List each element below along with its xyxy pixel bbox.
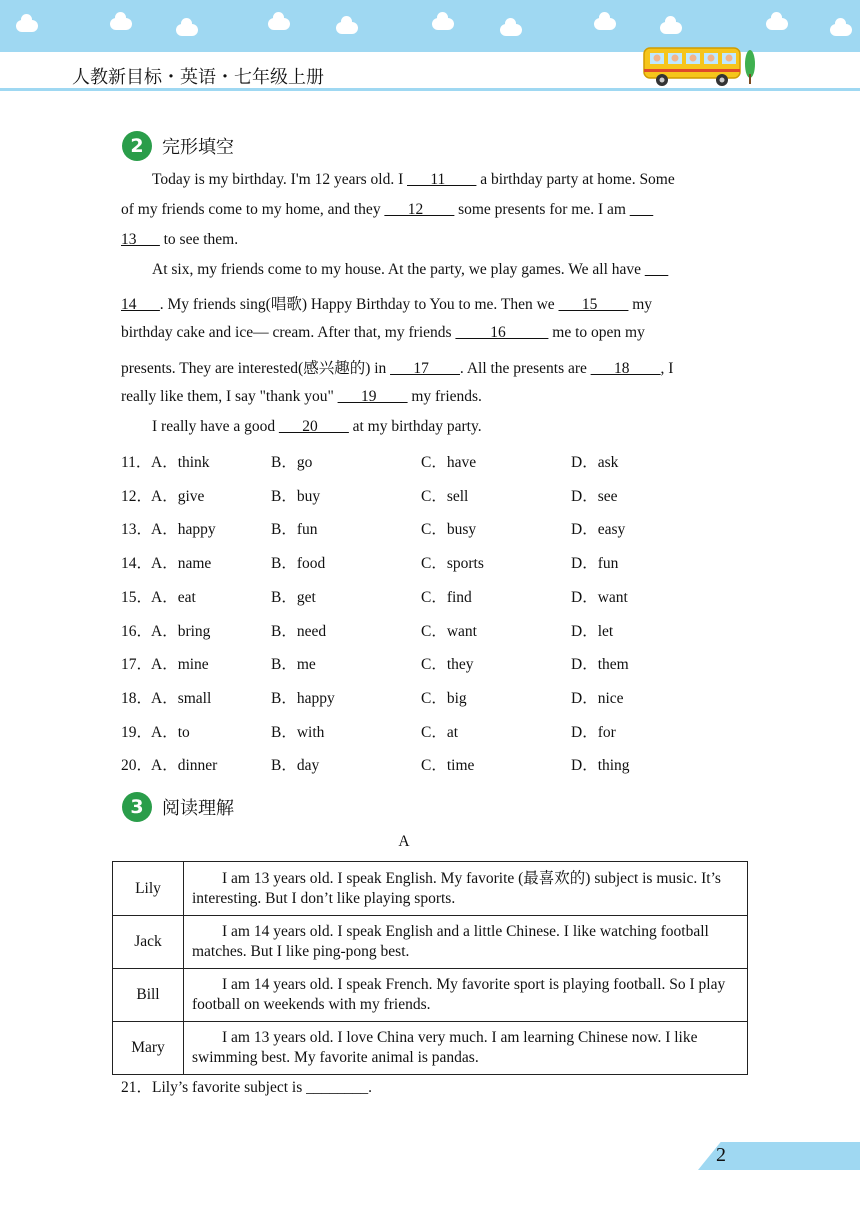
blank-15[interactable]: ___15____ [558,296,629,313]
option-row [121,484,741,504]
cloud-icon [110,18,132,30]
option-a[interactable]: A．bring [151,622,211,640]
option-b[interactable]: B．buy [271,487,321,505]
option-a[interactable]: A．happy [151,521,216,539]
option-c[interactable]: C．busy [421,521,477,539]
option-c[interactable]: C．big [421,689,467,707]
section-3-heading [122,792,234,822]
option-c[interactable]: C．they [421,656,474,674]
option-b[interactable]: B．fun [271,521,318,539]
blank-16[interactable]: ___16____ [455,324,549,341]
passage-line: of my friends come to my home, and they ___12____ some presents for me. I am ___ [121,201,654,218]
cloud-icon [766,18,788,30]
section-title: 阅读理解 [162,798,234,819]
option-a[interactable]: A．eat [151,588,196,606]
option-b[interactable]: B．need [271,622,327,640]
option-c[interactable]: C．time [421,757,475,775]
part-label: A [398,833,410,850]
passage-line: At six, my friends come to my house. At the party, we play games. We all have ___ [152,261,669,278]
option-a[interactable]: A．mine [151,656,209,674]
question-number: 12． [121,487,153,505]
option-row [121,585,741,605]
option-d[interactable]: D．easy [571,521,626,539]
person-name: Lily [113,862,184,916]
option-row [121,686,741,706]
passage-line: I really have a good ___20____ at my birthday party. [152,418,482,435]
blank-14-start[interactable]: ___ [644,261,669,278]
cloud-icon [500,24,522,36]
school-bus-icon [640,40,758,90]
question-number: 18． [121,689,153,707]
passage-line: 14___. My friends sing(唱歌) Happy Birthday to You to me. Then we ___15____ my [121,296,652,313]
cloud-icon [660,22,682,34]
option-d[interactable]: D．them [571,656,629,674]
cloud-icon [830,24,852,36]
option-row [121,551,741,571]
option-a[interactable]: A．give [151,487,205,505]
section-2-heading [122,131,234,161]
table-row [113,969,748,1022]
option-b[interactable]: B．me [271,656,316,674]
option-a[interactable]: A．think [151,454,210,471]
passage-line: presents. They are interested(感兴趣的) in ___17____. All the presents are ___18____, I [121,360,674,377]
passage-line: birthday cake and ice— cream. After that, my friends ___16____ me to open my [121,324,645,341]
blank-17[interactable]: ___17____ [390,360,460,377]
passage-line: Today is my birthday. I'm 12 years old. I ___11____ a birthday party at home. Some [152,171,675,188]
cloud-icon [268,18,290,30]
blank-11[interactable]: ___11____ [407,171,477,188]
person-name: Bill [113,969,184,1022]
option-d[interactable]: D．want [571,588,628,606]
option-c[interactable]: C．want [421,622,477,640]
section-number-badge: 2 [122,131,152,161]
option-c[interactable]: C．sell [421,487,469,505]
blank-20[interactable]: ___20____ [278,418,349,435]
blank-12[interactable]: ___12____ [384,201,455,218]
book-title: 人教新目标・英语・七年级上册 [72,67,324,88]
person-description: I am 14 years old. I speak French. My favorite sport is playing football. So I play football on weekends with my friends. [184,969,748,1022]
person-description: I am 13 years old. I speak English. My favorite (最喜欢的) subject is music. It’s interesting. But I don’t like playing sports. [184,862,748,916]
person-name: Mary [113,1022,184,1075]
option-b[interactable]: B．get [271,588,316,606]
option-a[interactable]: A．small [151,689,212,707]
cloud-icon [594,18,616,30]
cloud-icon [432,18,454,30]
reading-table [112,861,748,1075]
option-d[interactable]: D．thing [571,757,630,775]
blank-14[interactable]: 14___ [121,296,160,313]
option-row [121,753,741,773]
person-name: Jack [113,916,184,969]
option-b[interactable]: B．with [271,723,325,741]
option-a[interactable]: A．name [151,555,212,573]
question-number: 15． [121,588,153,606]
cloud-icon [336,22,358,34]
option-d[interactable]: D．ask [571,454,619,471]
person-description: I am 13 years old. I love China very much. I am learning Chinese now. I like swimming best. My favorite animal is pandas. [184,1022,748,1075]
question-number: 11． [121,454,152,471]
option-c[interactable]: C．sports [421,555,484,573]
option-a[interactable]: A．dinner [151,757,218,775]
option-b[interactable]: B．go [271,454,313,471]
section-title: 完形填空 [162,137,234,158]
option-row [121,652,741,672]
option-d[interactable]: D．let [571,622,614,640]
option-b[interactable]: B．day [271,757,320,775]
table-row [113,862,748,916]
option-c[interactable]: C．find [421,588,472,606]
option-c[interactable]: C．have [421,454,477,471]
option-b[interactable]: B．happy [271,689,335,707]
option-d[interactable]: D．see [571,487,618,505]
question-number: 17． [121,656,153,674]
blank-13[interactable]: 13___ [121,231,160,248]
blank-18[interactable]: ___18____ [590,360,661,377]
question-number: 14． [121,555,153,573]
blank-13-start[interactable]: ___ [629,201,654,218]
cloud-icon [16,20,38,32]
option-c[interactable]: C．at [421,723,459,741]
table-row [113,1022,748,1075]
option-row [121,450,741,470]
option-row [121,619,741,639]
option-d[interactable]: D．for [571,723,616,741]
question-number: 20． [121,757,153,775]
page-number: 2 [716,1144,726,1166]
option-row [121,720,741,740]
question-number: 13． [121,521,153,539]
table-row [113,916,748,969]
question-number: 19． [121,723,153,741]
option-b[interactable]: B．food [271,555,326,573]
section-number-badge: 3 [122,792,152,822]
passage-line: really like them, I say "thank you" ___19____ my friends. [121,388,482,405]
question-number: 16． [121,622,153,640]
passage-line: 13___ to see them. [121,231,239,248]
option-d[interactable]: D．fun [571,555,619,573]
person-description: I am 14 years old. I speak English and a little Chinese. I like watching football matches. But I like ping-pong best. [184,916,748,969]
question-21: 21．Lily’s favorite subject is ________. [121,1079,372,1096]
cloud-icon [176,24,198,36]
option-d[interactable]: D．nice [571,689,624,707]
option-row [121,517,741,537]
option-a[interactable]: A．to [151,723,190,741]
blank-19[interactable]: ___19____ [337,388,408,405]
